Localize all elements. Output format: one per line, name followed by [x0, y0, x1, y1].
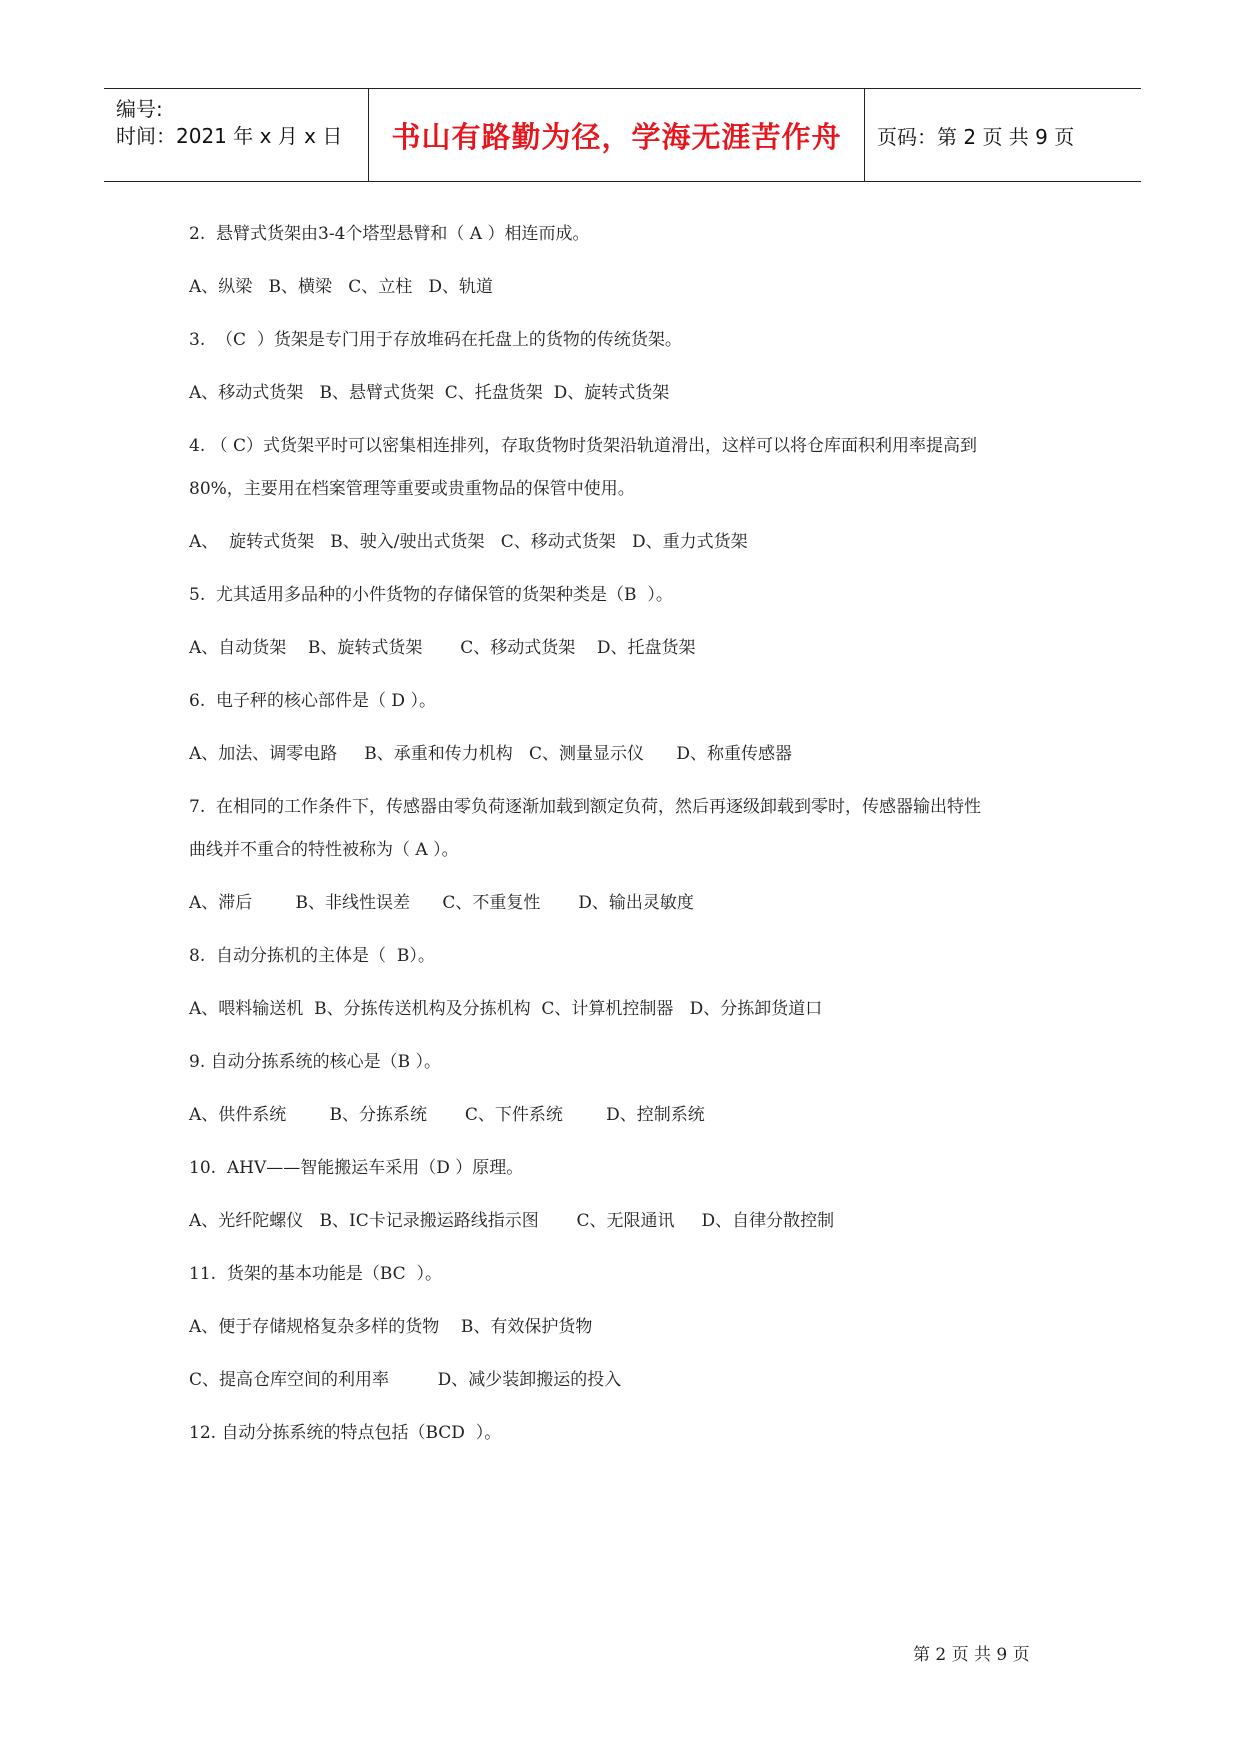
options-3: A、移动式货架 B、悬臂式货架 C、托盘货架 D、旋转式货架: [189, 383, 670, 403]
page-header: [104, 88, 1141, 182]
page-footer: 第 2 页 共 9 页: [913, 1645, 1030, 1665]
header-page-code-cell: [865, 89, 1141, 181]
header-motto-cell: [369, 89, 865, 181]
question-7-line2: 曲线并不重合的特性被称为（ A ）。: [189, 840, 459, 860]
question-7-line1: 7. 在相同的工作条件下，传感器由零负荷逐渐加载到额定负荷，然后再逐级卸载到零时，传感器输出特性: [189, 797, 982, 817]
question-11: 11. 货架的基本功能是（BC ）。: [189, 1264, 442, 1284]
question-12: 12. 自动分拣系统的特点包括（BCD ）。: [189, 1423, 502, 1443]
options-10: A、光纤陀螺仪 B、IC卡记录搬运路线指示图 C、无限通讯 D、自律分散控制: [189, 1211, 835, 1231]
options-11-line1: A、便于存储规格复杂多样的货物 B、有效保护货物: [189, 1317, 593, 1337]
serial-label: 编号:: [116, 97, 163, 121]
question-4-line1: 4. （ C）式货架平时可以密集相连排列，存取货物时货架沿轨道滑出，这样可以将仓库面积利用率提高到: [189, 436, 978, 456]
question-3: 3. （C ）货架是专门用于存放堆码在托盘上的货物的传统货架。: [189, 330, 682, 350]
options-2: A、纵梁 B、横梁 C、立柱 D、轨道: [189, 277, 494, 297]
options-7: A、滞后 B、非线性误差 C、不重复性 D、输出灵敏度: [189, 893, 694, 913]
question-6: 6. 电子秤的核心部件是（ D ）。: [189, 691, 436, 711]
options-6: A、加法、调零电路 B、承重和传力机构 C、测量显示仪 D、称重传感器: [189, 744, 793, 764]
question-10: 10. AHV——智能搬运车采用（D ）原理。: [189, 1158, 524, 1178]
header-meta-cell: [104, 89, 369, 181]
question-8: 8. 自动分拣机的主体是（ B）。: [189, 946, 435, 966]
page-code: 页码：第 2 页 共 9 页: [877, 124, 1075, 149]
options-5: A、自动货架 B、旋转式货架 C、移动式货架 D、托盘货架: [189, 638, 696, 658]
time-label: 时间：2021 年 x 月 x 日: [116, 124, 343, 148]
options-11-line2: C、提高仓库空间的利用率 D、减少装卸搬运的投入: [189, 1370, 622, 1390]
question-9: 9. 自动分拣系统的核心是（B ）。: [189, 1052, 442, 1072]
options-8: A、喂料输送机 B、分拣传送机构及分拣机构 C、计算机控制器 D、分拣卸货道口: [189, 999, 823, 1019]
options-9: A、供件系统 B、分拣系统 C、下件系统 D、控制系统: [189, 1105, 705, 1125]
question-2: 2. 悬臂式货架由3-4个塔型悬臂和（ A ）相连而成。: [189, 224, 590, 244]
question-4-line2: 80%，主要用在档案管理等重要或贵重物品的保管中使用。: [189, 479, 635, 499]
question-5: 5. 尤其适用多品种的小件货物的存储保管的货架种类是（B ）。: [189, 585, 673, 605]
motto-text: 书山有路勤为径，学海无涯苦作舟: [391, 119, 842, 154]
options-4: A、 旋转式货架 B、驶入/驶出式货架 C、移动式货架 D、重力式货架: [189, 532, 748, 552]
